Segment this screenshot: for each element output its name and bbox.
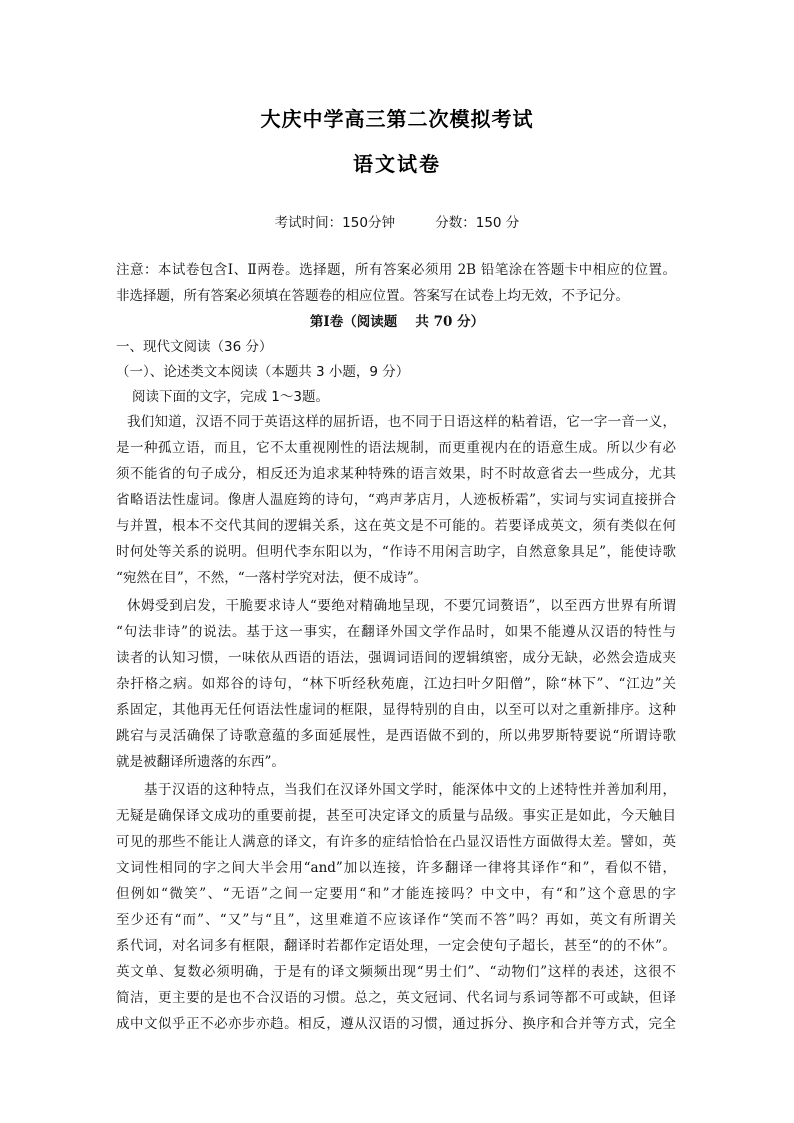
paragraph-line: 读者的认知习惯，一味依从西语的语法，强调词语间的逻辑缜密，成分无缺，必然会造成夹 [116,650,676,666]
section-heading: 一、现代文阅读（36 分） [116,339,273,355]
paragraph-line: 与并置，根本不交代其间的逻辑关系，这在英文是不可能的。若要译成英文，须有类似在何 [116,518,676,534]
paragraph-line: 文词性相同的字之间大半会用“and”加以连接，许多翻译一律将其译作“和”，看似不错， [116,860,676,876]
paragraph-line: 杂扞格之病。如郑谷的诗句，“林下听经秋苑鹿，江边扫叶夕阳僧”，除“林下”、“江边”关 [116,676,676,692]
page-title: 大庆中学高三第二次模拟考试 [260,107,534,131]
paragraph-line: 须不能省的句子成分，相反还为追求某种特殊的语言效果，时不时故意省去一些成分，尤其 [116,466,676,482]
exam-meta [0,211,794,231]
paragraph-line: 基于汉语的这种特点，当我们在汉译外国文学时，能深体中文的上述特性并善加利用， [144,782,676,798]
paragraph-line: 成中文似乎正不必亦步亦趋。相反，遵从汉语的习惯，通过拆分、换序和合并等方式，完全 [116,1016,676,1032]
paragraph-line: 系代词，对名词多有框限，翻译时若都作定语处理，一定会使句子超长，甚至“的的不休”。 [116,938,676,954]
paragraph-line: 系固定，其他再无任何语法性虚词的框限，显得特别的自由，以至可以对之重新排序。这种 [116,702,676,718]
paragraph-line: 至少还有“而”、“又”与“且”，这里难道不应该译作“笑而不答”吗？再如，英文有所谓关 [116,912,676,928]
paragraph-line: 是一种孤立语，而且，它不太重视刚性的语法规制，而更重视内在的语意生成。所以少有必 [116,440,676,456]
exam-time: 考试时间：150分钟 [274,215,395,231]
paragraph-line: 就是被翻译所遗落的东西”。 [116,754,285,770]
page-subtitle: 语文试卷 [353,152,441,176]
part-heading: 第Ⅰ卷（阅读题 共 70 分） [309,314,485,330]
paragraph-line: 无疑是确保译文成功的重要前提，甚至可决定译文的质量与品级。事实正是如此，今天触目 [116,808,676,824]
notice-line: 注意：本试卷包含Ⅰ、Ⅱ两卷。选择题，所有答案必须用 2B 铅笔涂在答题卡中相应的位置。 [116,262,676,278]
paragraph-line: “句法非诗”的说法。基于这一事实，在翻译外国文学作品时，如果不能遵从汉语的特性与 [116,624,676,640]
paragraph-line: 但例如“微笑”、“无语”之间一定要用“和”才能连接吗？中文中，有“和”这个意思的字 [116,886,676,902]
paragraph-line: 简洁，更主要的是也不合汉语的习惯。总之，英文冠词、代名词与系词等都不可或缺，但译 [116,990,676,1006]
paragraph-line: 可见的那些不能让人满意的译文，有许多的症结恰恰在凸显汉语性方面做得太差。譬如，英 [116,834,676,850]
paragraph-line: 省略语法性虚词。像唐人温庭筠的诗句，“鸡声茅店月，人迹板桥霜”，实词与实词直接拼合 [116,492,676,508]
instruction: 阅读下面的文字，完成 1～3题。 [132,389,329,405]
exam-score: 分数：150 分 [435,215,520,231]
notice-line: 非选择题，所有答案必须填在答题卷的相应位置。答案写在试卷上均无效，不予记分。 [116,288,629,304]
paragraph-line: “宛然在目”，不然，“一落村学究对法，便不成诗”。 [116,570,428,586]
paragraph-line: 英文单、复数必须明确，于是有的译文频频出现“男士们”、“动物们”这样的表述，这很不 [116,964,676,980]
paragraph-line: 休姆受到启发，干脆要求诗人“要绝对精确地呈现，不要冗词赘语”，以至西方世界有所谓 [127,598,676,614]
subsection-heading: （一）、论述类文本阅读（本题共 3 小题，9 分） [116,364,410,380]
paragraph-line: 时何处等关系的说明。但明代李东阳以为，“作诗不用闲言助字，自然意象具足”，能使诗歌 [116,544,676,560]
paragraph-line: 跳宕与灵活确保了诗歌意蕴的多面延展性，是西语做不到的，所以弗罗斯特要说“所谓诗歌 [116,728,676,744]
paragraph-line: 我们知道，汉语不同于英语这样的屈折语，也不同于日语这样的粘着语，它一字一音一义， [127,414,676,430]
